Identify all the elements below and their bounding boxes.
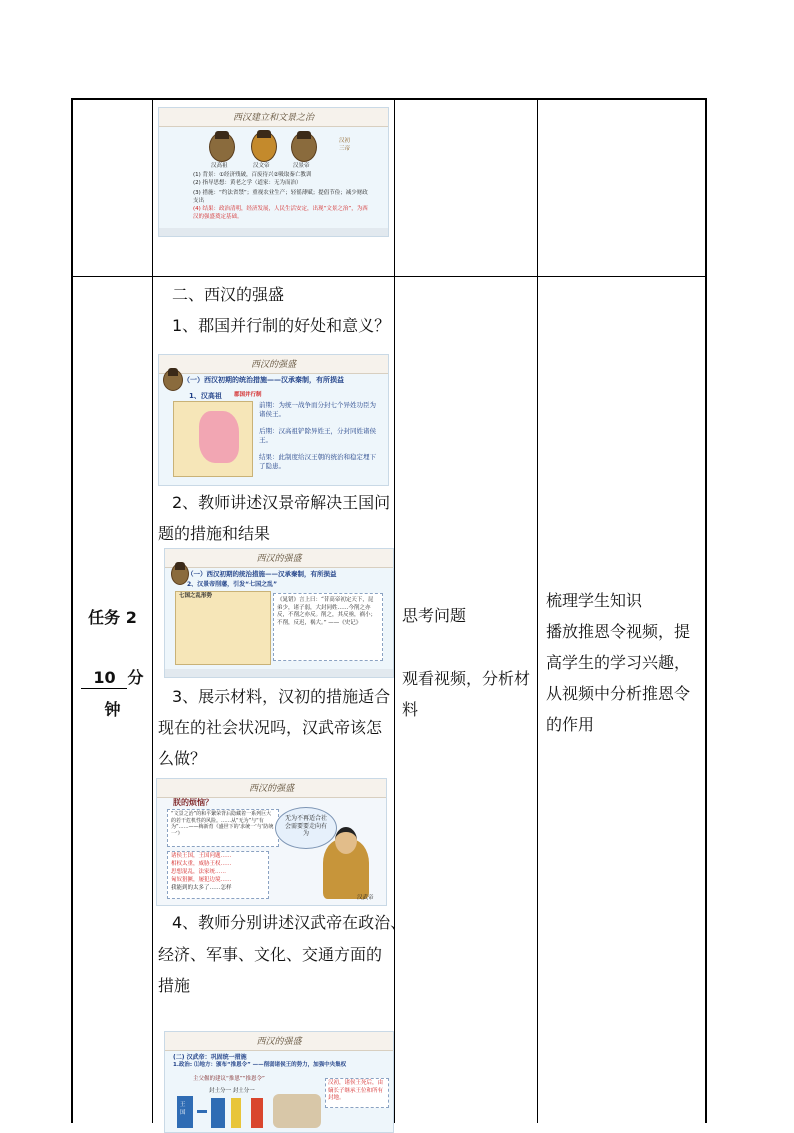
issue-4: 匈奴猖獗，屡犯边境……: [171, 877, 232, 883]
slide-tuienling: [164, 1031, 394, 1133]
col-divider-2: [394, 98, 395, 1123]
minutes-value: 10: [81, 668, 127, 689]
flow-mid: 封土分一 封土分一: [209, 1088, 255, 1094]
portrait-gaozu: [209, 132, 235, 162]
student-activity-1: 思考问题: [402, 606, 467, 625]
minutes-unit-2: 钟: [104, 700, 121, 719]
question-4-line-2: 经济、军事、文化、交通方面的: [158, 945, 383, 964]
slide-toolbar: [159, 228, 388, 236]
slide-line-2: (2) 指导思想：黄老之学（道家：无为而治）: [193, 180, 302, 186]
issue-2: 相权太重，威胁王权……: [171, 861, 232, 867]
slide-header-text: 西汉建立和文景之治: [232, 113, 314, 123]
student-activity-2: 观看视频，分析材: [402, 669, 531, 688]
slide-header-bar: [159, 108, 388, 127]
slide-subtitle: 1.政治: ⑴地方：颁布“推恩令” ——削弱诸侯王的势力，加强中央集权: [173, 1062, 347, 1068]
slide-header-text: 西汉的强盛: [256, 554, 302, 564]
slide-line-3: (3) 措施：“约法省禁”；重视农业生产；轻徭薄赋；提倡节俭；减少财政支出: [193, 190, 368, 204]
minutes-unit: 分: [127, 668, 144, 687]
split-block-1: [211, 1098, 225, 1128]
section-heading: 二、西汉的强盛: [172, 285, 285, 304]
design-intent-2: 播放推恩令视频，提: [546, 622, 691, 641]
portrait-wendi: [251, 131, 277, 162]
quote-text: 《晁错》言上曰：“昔高帝初定天下，昆弟少，诸子弱，大封同姓……今削之亦反，不削之亦反。削之，其反亟，祸小；不削，反迟，祸大。” ——《史记》: [277, 597, 377, 626]
portrait-jingdi: [291, 132, 317, 162]
design-intent-4: 从视频中分析推恩令: [546, 684, 691, 703]
col-border-right: [705, 98, 707, 1123]
side-label: 汉初三帝: [339, 138, 351, 152]
slide-title: 朕的烦恼？: [173, 798, 213, 807]
flow-top: 主父偃的建议“推恩”“推恩令”: [193, 1076, 265, 1082]
question-3-line-3: 么做？: [158, 749, 207, 768]
design-intent-5: 的作用: [546, 715, 595, 734]
slide-header-bar: [157, 779, 386, 798]
split-block-2: [231, 1098, 241, 1128]
issue-1: 诸侯王国，王国问题……: [171, 853, 232, 859]
student-activity-3: 料: [402, 700, 419, 719]
task-label: 任务 2: [88, 608, 137, 627]
question-2-line-1: 2、教师讲述汉景帝解决王国问: [172, 493, 391, 512]
portrait-gaozu: [163, 369, 183, 391]
row-divider: [71, 276, 707, 277]
ruler-name-2: 汉文帝: [253, 163, 270, 169]
note-text: 汉初，诸侯王死后，由嫡长子继承王位和所有封地。: [328, 1080, 384, 1101]
design-intent-3: 高学生的学习兴趣，: [546, 653, 691, 672]
slide-junguo: [158, 354, 389, 486]
question-1: 1、郡国并行制的好处和意义？: [172, 316, 391, 335]
issue-3: 思想混乱，法家统……: [171, 869, 227, 875]
junguo-result: 结果：此制度给汉王朝的统治和稳定埋下了隐患。: [259, 453, 376, 470]
wangguo-label: 王国: [180, 1102, 186, 1116]
junguo-late: 后期：汉高祖铲除异姓王，分封同姓诸侯王。: [259, 427, 376, 444]
slide-subtitle: 2、汉景帝削藩，引发“七国之乱”: [187, 581, 278, 588]
question-2-line-2: 题的措施和结果: [158, 524, 271, 543]
slide-header-text: 西汉的强盛: [248, 784, 294, 794]
bubble-text: 无为不再适合社会需要要走向有为: [284, 815, 327, 837]
emperor-head: [335, 827, 357, 854]
slide-toolbar: [165, 669, 393, 677]
slide-header-text: 西汉的强盛: [256, 1037, 302, 1047]
design-intent-1: 梳理学生知识: [546, 591, 643, 610]
ruler-name: 汉武帝: [357, 895, 374, 901]
ruler-name-3: 汉景帝: [293, 163, 310, 169]
slide-header-bar: [159, 355, 388, 374]
qiguo-map: [175, 591, 271, 665]
slide-header-bar: [165, 549, 393, 568]
task-duration: [72, 663, 153, 725]
slide-header-text: 西汉的强盛: [250, 360, 296, 370]
slide-line-1: (1) 背景：①经济残破，百废待兴②吸取秦亡教训: [193, 172, 312, 178]
slide-wudi-worry: [156, 778, 387, 906]
slide-qiguo: [164, 548, 394, 678]
map-label: 七国之乱形势: [179, 593, 213, 599]
split-block-3: [251, 1098, 263, 1128]
question-3-line-1: 3、展示材料，汉初的措施适合: [172, 687, 391, 706]
issue-5: 我能到的太多了……怎样: [171, 885, 232, 891]
ruler-name-1: 汉高祖: [211, 163, 228, 169]
slide-wenjing: [158, 107, 389, 237]
slide-title: （一）西汉初期的统治措施——汉承秦制，有所损益: [187, 570, 337, 578]
slide-line-4: (4) 结果：政治清明，经济发展，人民生活安定，出现“文景之治”，为西汉的强盛奠定基础。: [193, 206, 368, 220]
slide-subtitle: 1、汉高祖: [189, 392, 222, 400]
slide-header-bar: [165, 1032, 393, 1051]
minutes-row: [72, 663, 153, 693]
question-4-line-3: 措施: [158, 976, 191, 995]
col-divider-3: [537, 98, 538, 1123]
slide-title: (二) 汉武帝：巩固统一措施: [173, 1054, 247, 1061]
question-4-line-1: 4、教师分别讲述汉武帝在政治、: [172, 913, 407, 932]
table-top-border: [71, 98, 707, 100]
map-region: [199, 411, 239, 463]
arrow-right: [197, 1110, 207, 1113]
junguo-early: 前期：为统一战争而分封七个异姓功臣为诸侯王。: [259, 401, 376, 418]
slide-title: （一）西汉初期的统治措施——汉承秦制，有所损益: [183, 376, 344, 384]
quote-text: “文景之治”的和平繁荣背后隐藏着一系列巨大的若干危机性的风险。……从“无为”与“有为”……——梅新育《盛世下的‘求统一’与‘防统一’》: [171, 811, 274, 837]
question-3-line-2: 现在的社会状况吗，汉武帝该怎: [158, 718, 383, 737]
slide-tag: 郡国并行制: [234, 392, 262, 398]
